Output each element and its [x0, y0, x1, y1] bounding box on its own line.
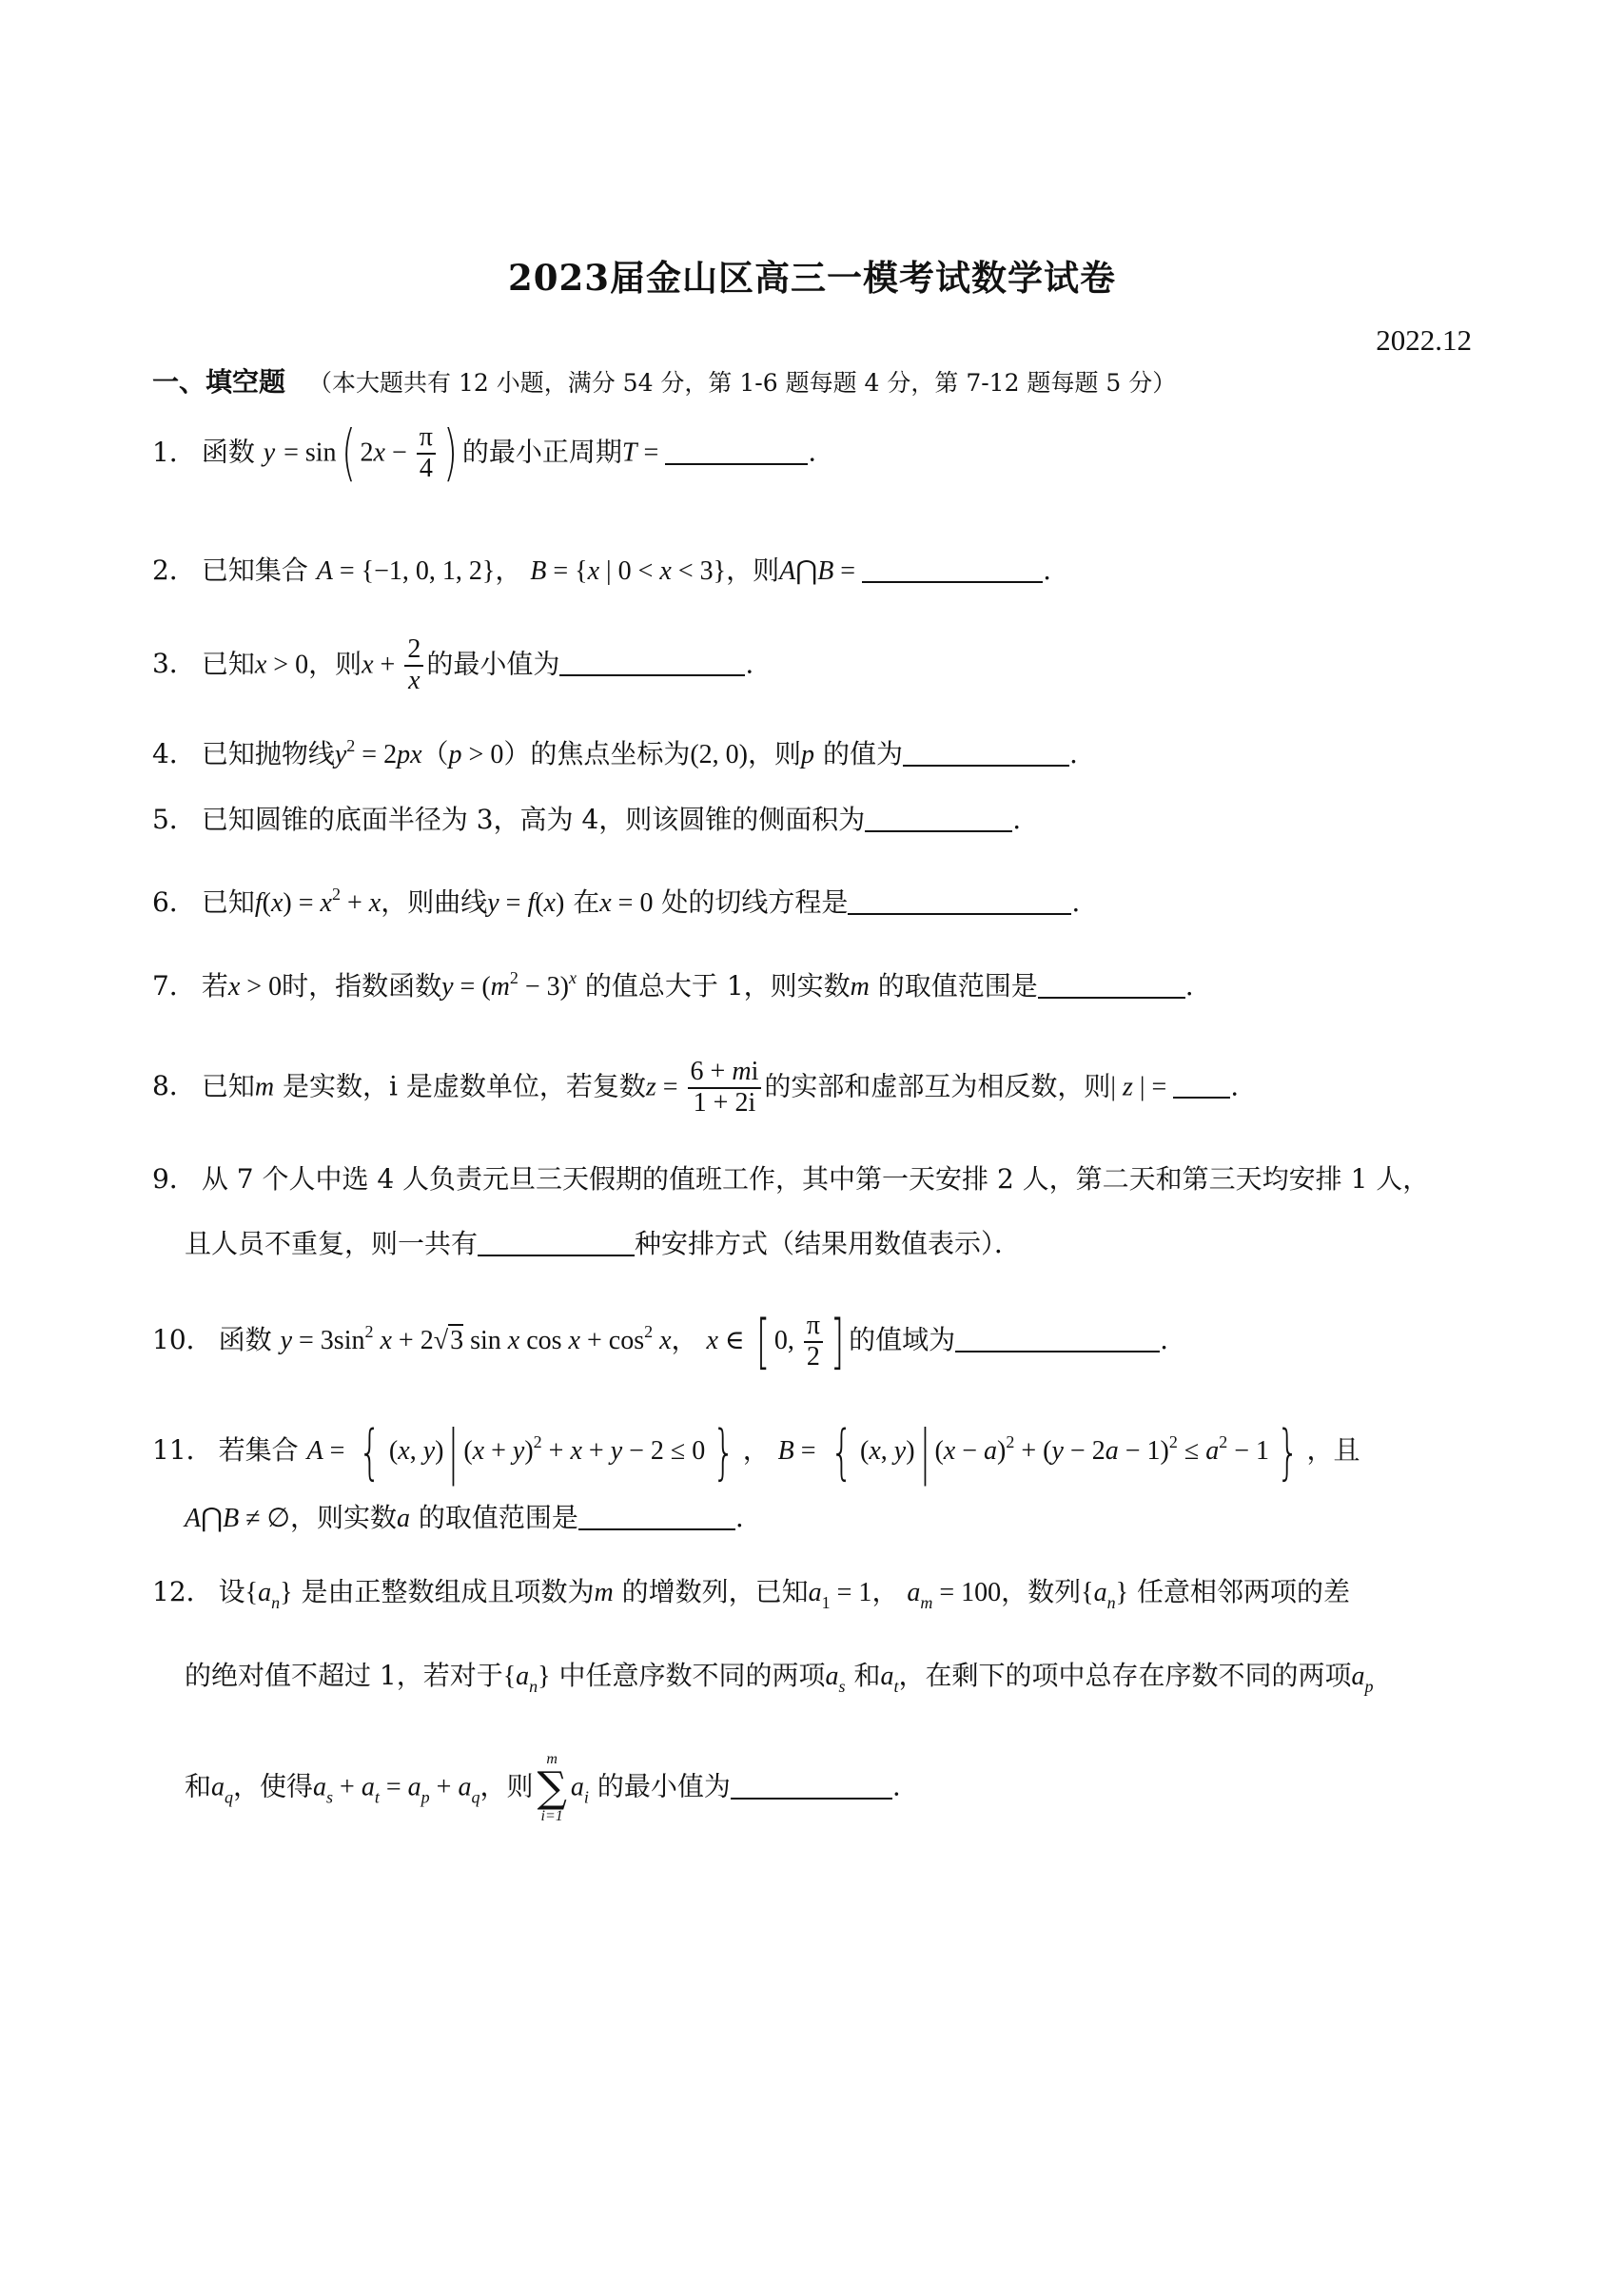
question-9: 9． 从 7 个人中选 4 人负责元旦三天假期的值班工作，其中第一天安排 2 人，第二天和第三天均安排 1 人，	[152, 1163, 1430, 1195]
question-9-line-2: 且人员不重复，则一共有 种安排方式（结果用数值表示）．	[185, 1228, 1022, 1259]
question-12: 12． 设$\{a_n\}$ 是由正整数组成且项数为m 的增数列，已知$a_1 = 1$， $a_m = 100$，数列$\{a_n\}$ 任意相邻两项的差	[152, 1576, 1350, 1612]
section-note: （本大题共有 12 小题，满分 54 分，第 1-6 题每题 4 分，第 7-12 题每题 5 分）	[308, 369, 1177, 397]
section-header	[152, 361, 1176, 399]
exam-date: 2022.12	[1376, 323, 1472, 357]
question-3: 3． 已知x > 0，则x + $\frac{2}{x}$ 的最小值为 .	[152, 634, 754, 695]
section-heading: 一、填空题	[152, 366, 286, 398]
question-1: 1． 函数 y = sin( 2x − $\frac{\pi}{4}$ ) 的最小正周期T = .	[152, 418, 817, 489]
question-6: 6． 已知$f(x) = x^2 + x$，则曲线y = f(x) 在x = 0 处的切线方程是 .	[152, 885, 1081, 918]
question-10: 10． 函数 $y = 3\sin^2$ x + 2√3 sin x $\cos x + \cos^2 x$， x ∈ [ 0, $\frac{\pi}{2}$ ] 的值域为 .	[152, 1306, 1169, 1376]
question-8: 8． 已知m 是实数，i 是虚数单位，若复数z = $\frac{6 + mi}{1 + 2i}$ 的实部和虚部互为相反数，则| z | = .	[152, 1057, 1240, 1118]
question-11: 11． 若集合 A = { (x, y)| $(x + y)^2 + x + y - 2 \le 0$ } ， B = { (x, y)| $(x - a)^2 + (y - 2a - 1)^2 \le a^2 - 1$ } ，且	[152, 1416, 1360, 1487]
question-12-line-2: 的绝对值不超过 1，若对于$\{a_n\}$ 中任意序数不同的两项$a_s$ 和$a_t$，在剩下的项中总存在序数不同的两项$a_p$	[185, 1660, 1374, 1696]
question-2: 2． 已知集合 A = {−1, 0, 1, 2}， B = {x | 0 < x < 3}，则A⋂B = .	[152, 555, 1051, 586]
question-5: 5． 已知圆锥的底面半径为 3，高为 4，则该圆锥的侧面积为 .	[152, 804, 1022, 835]
question-4: 4． 已知抛物线$y^2 = 2px(p > 0)$的焦点坐标为(2, 0)，则p 的值为 .	[152, 736, 1078, 769]
page-title: 2023届金山区高三一模考试数学试卷	[508, 257, 1116, 299]
question-12-line-3: 和$a_q$，使得$a_s + a_t = a_p + a_q$，则 m ∑ i=1 $a_i$ 的最小值为 .	[185, 1751, 901, 1824]
question-7: 7． 若x > 0时，指数函数$y = (m^2 - 3)^x$ 的值总大于 1，则实数m 的取值范围是 .	[152, 968, 1194, 1002]
question-11-line-2: A⋂B ≠ ∅，则实数a 的取值范围是 .	[185, 1502, 744, 1533]
